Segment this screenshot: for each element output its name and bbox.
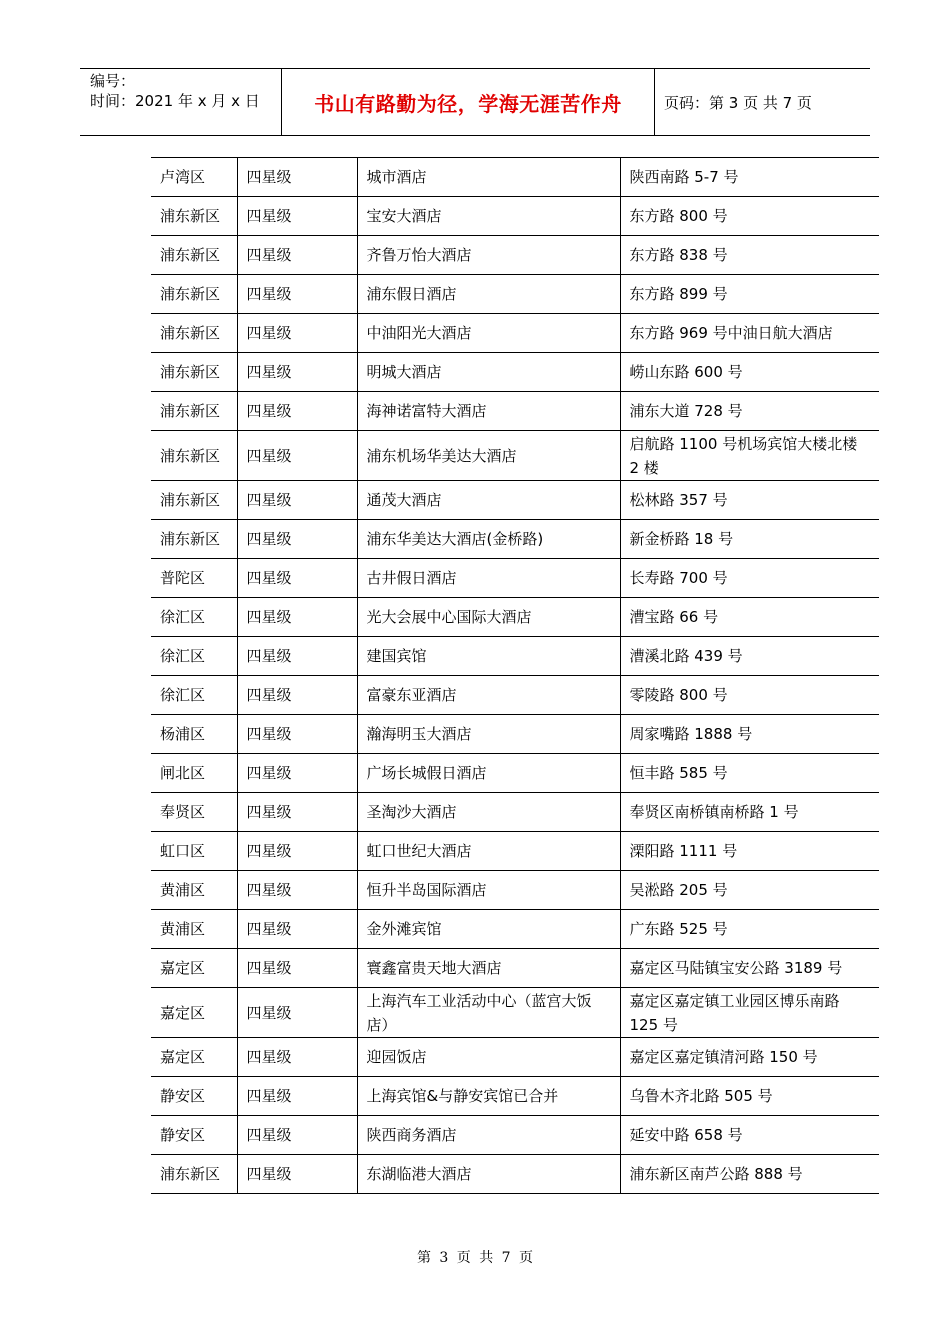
table-row: [151, 988, 879, 1038]
cell-hotel-name: 齐鲁万怡大酒店: [357, 236, 620, 275]
cell-address: 东方路 899 号: [620, 275, 879, 314]
cell-hotel-name: 金外滩宾馆: [357, 910, 620, 949]
cell-district: 奉贤区: [151, 793, 237, 832]
cell-hotel-name: 恒升半岛国际酒店: [357, 871, 620, 910]
cell-address: 恒丰路 585 号: [620, 754, 879, 793]
table-row: [151, 392, 879, 431]
cell-district: 徐汇区: [151, 598, 237, 637]
cell-rating: 四星级: [237, 314, 357, 353]
cell-hotel-name: 建国宾馆: [357, 637, 620, 676]
cell-address: 零陵路 800 号: [620, 676, 879, 715]
cell-district: 浦东新区: [151, 520, 237, 559]
cell-hotel-name: 富豪东亚酒店: [357, 676, 620, 715]
cell-rating: 四星级: [237, 1038, 357, 1077]
cell-district: 嘉定区: [151, 988, 237, 1038]
cell-district: 静安区: [151, 1116, 237, 1155]
table-row: [151, 910, 879, 949]
cell-hotel-name: 浦东假日酒店: [357, 275, 620, 314]
cell-hotel-name: 瀚海明玉大酒店: [357, 715, 620, 754]
cell-hotel-name: 光大会展中心国际大酒店: [357, 598, 620, 637]
cell-rating: 四星级: [237, 949, 357, 988]
serial-label: 编号：: [90, 72, 136, 90]
cell-hotel-name: 宝安大酒店: [357, 197, 620, 236]
cell-rating: 四星级: [237, 236, 357, 275]
table-row: [151, 598, 879, 637]
header-page-info: [654, 69, 870, 135]
cell-rating: 四星级: [237, 637, 357, 676]
page-footer: 第 3 页 共 7 页: [416, 1250, 534, 1266]
cell-rating: 四星级: [237, 520, 357, 559]
cell-address: 周家嘴路 1888 号: [620, 715, 879, 754]
cell-address: 吴淞路 205 号: [620, 871, 879, 910]
table-row: [151, 197, 879, 236]
cell-address: 奉贤区南桥镇南桥路 1 号: [620, 793, 879, 832]
table-row: [151, 1038, 879, 1077]
cell-address: 嘉定区嘉定镇工业园区博乐南路 125 号: [620, 988, 879, 1038]
cell-address: 东方路 800 号: [620, 197, 879, 236]
cell-hotel-name: 明城大酒店: [357, 353, 620, 392]
cell-address: 启航路 1100 号机场宾馆大楼北楼 2 楼: [620, 431, 879, 481]
cell-rating: 四星级: [237, 481, 357, 520]
cell-address: 广东路 525 号: [620, 910, 879, 949]
cell-hotel-name: 古井假日酒店: [357, 559, 620, 598]
cell-rating: 四星级: [237, 197, 357, 236]
cell-district: 浦东新区: [151, 392, 237, 431]
cell-address: 延安中路 658 号: [620, 1116, 879, 1155]
cell-district: 徐汇区: [151, 676, 237, 715]
cell-rating: 四星级: [237, 158, 357, 197]
cell-district: 闸北区: [151, 754, 237, 793]
hotel-table: [151, 157, 879, 1194]
cell-hotel-name: 东湖临港大酒店: [357, 1155, 620, 1194]
table-row: [151, 158, 879, 197]
cell-rating: 四星级: [237, 988, 357, 1038]
cell-hotel-name: 浦东机场华美达大酒店: [357, 431, 620, 481]
cell-hotel-name: 浦东华美达大酒店(金桥路): [357, 520, 620, 559]
cell-district: 浦东新区: [151, 431, 237, 481]
cell-district: 浦东新区: [151, 197, 237, 236]
cell-rating: 四星级: [237, 1155, 357, 1194]
table-row: [151, 1077, 879, 1116]
table-row: [151, 314, 879, 353]
cell-rating: 四星级: [237, 1077, 357, 1116]
cell-hotel-name: 城市酒店: [357, 158, 620, 197]
cell-district: 浦东新区: [151, 353, 237, 392]
cell-district: 虹口区: [151, 832, 237, 871]
header-meta: [80, 69, 282, 135]
cell-address: 浦东大道 728 号: [620, 392, 879, 431]
cell-rating: 四星级: [237, 793, 357, 832]
table-row: [151, 275, 879, 314]
cell-district: 卢湾区: [151, 158, 237, 197]
table-row: [151, 236, 879, 275]
cell-district: 嘉定区: [151, 949, 237, 988]
cell-address: 漕溪北路 439 号: [620, 637, 879, 676]
cell-hotel-name: 上海宾馆&与静安宾馆已合并: [357, 1077, 620, 1116]
cell-address: 漕宝路 66 号: [620, 598, 879, 637]
cell-address: 东方路 838 号: [620, 236, 879, 275]
table-row: [151, 715, 879, 754]
cell-address: 松林路 357 号: [620, 481, 879, 520]
cell-district: 浦东新区: [151, 275, 237, 314]
page-info: 页码：第 3 页 共 7 页: [664, 93, 812, 112]
date-label: 时间：2021 年 x 月 x 日: [90, 92, 260, 110]
table-row: [151, 832, 879, 871]
cell-district: 黄浦区: [151, 871, 237, 910]
cell-district: 普陀区: [151, 559, 237, 598]
table-row: [151, 754, 879, 793]
cell-rating: 四星级: [237, 392, 357, 431]
cell-rating: 四星级: [237, 715, 357, 754]
cell-address: 东方路 969 号中油日航大酒店: [620, 314, 879, 353]
cell-address: 陕西南路 5-7 号: [620, 158, 879, 197]
header-motto-cell: [282, 69, 655, 135]
cell-hotel-name: 中油阳光大酒店: [357, 314, 620, 353]
cell-rating: 四星级: [237, 598, 357, 637]
cell-address: 乌鲁木齐北路 505 号: [620, 1077, 879, 1116]
cell-address: 浦东新区南芦公路 888 号: [620, 1155, 879, 1194]
hotel-table-body: [151, 158, 879, 1194]
cell-address: 嘉定区马陆镇宝安公路 3189 号: [620, 949, 879, 988]
cell-hotel-name: 圣淘沙大酒店: [357, 793, 620, 832]
table-row: [151, 481, 879, 520]
cell-hotel-name: 海神诺富特大酒店: [357, 392, 620, 431]
cell-hotel-name: 虹口世纪大酒店: [357, 832, 620, 871]
table-row: [151, 676, 879, 715]
table-row: [151, 353, 879, 392]
cell-district: 嘉定区: [151, 1038, 237, 1077]
cell-rating: 四星级: [237, 353, 357, 392]
cell-district: 静安区: [151, 1077, 237, 1116]
cell-address: 溧阳路 1111 号: [620, 832, 879, 871]
cell-hotel-name: 通茂大酒店: [357, 481, 620, 520]
table-row: [151, 949, 879, 988]
cell-address: 崂山东路 600 号: [620, 353, 879, 392]
table-row: [151, 520, 879, 559]
cell-rating: 四星级: [237, 754, 357, 793]
cell-rating: 四星级: [237, 431, 357, 481]
table-row: [151, 793, 879, 832]
cell-rating: 四星级: [237, 871, 357, 910]
table-row: [151, 431, 879, 481]
cell-hotel-name: 陕西商务酒店: [357, 1116, 620, 1155]
cell-rating: 四星级: [237, 275, 357, 314]
table-row: [151, 559, 879, 598]
table-row: [151, 1116, 879, 1155]
cell-rating: 四星级: [237, 676, 357, 715]
cell-rating: 四星级: [237, 910, 357, 949]
cell-rating: 四星级: [237, 559, 357, 598]
page-header: [80, 68, 870, 136]
cell-district: 浦东新区: [151, 236, 237, 275]
cell-district: 杨浦区: [151, 715, 237, 754]
cell-district: 徐汇区: [151, 637, 237, 676]
table-row: [151, 871, 879, 910]
table-row: [151, 637, 879, 676]
table-row: [151, 1155, 879, 1194]
cell-district: 黄浦区: [151, 910, 237, 949]
cell-district: 浦东新区: [151, 314, 237, 353]
cell-district: 浦东新区: [151, 1155, 237, 1194]
cell-rating: 四星级: [237, 1116, 357, 1155]
cell-address: 新金桥路 18 号: [620, 520, 879, 559]
cell-hotel-name: 上海汽车工业活动中心（蓝宫大饭店）: [357, 988, 620, 1038]
cell-hotel-name: 寰鑫富贵天地大酒店: [357, 949, 620, 988]
cell-district: 浦东新区: [151, 481, 237, 520]
cell-hotel-name: 迎园饭店: [357, 1038, 620, 1077]
motto: 书山有路勤为径，学海无涯苦作舟: [314, 91, 622, 116]
cell-rating: 四星级: [237, 832, 357, 871]
cell-address: 长寿路 700 号: [620, 559, 879, 598]
cell-hotel-name: 广场长城假日酒店: [357, 754, 620, 793]
cell-address: 嘉定区嘉定镇清河路 150 号: [620, 1038, 879, 1077]
